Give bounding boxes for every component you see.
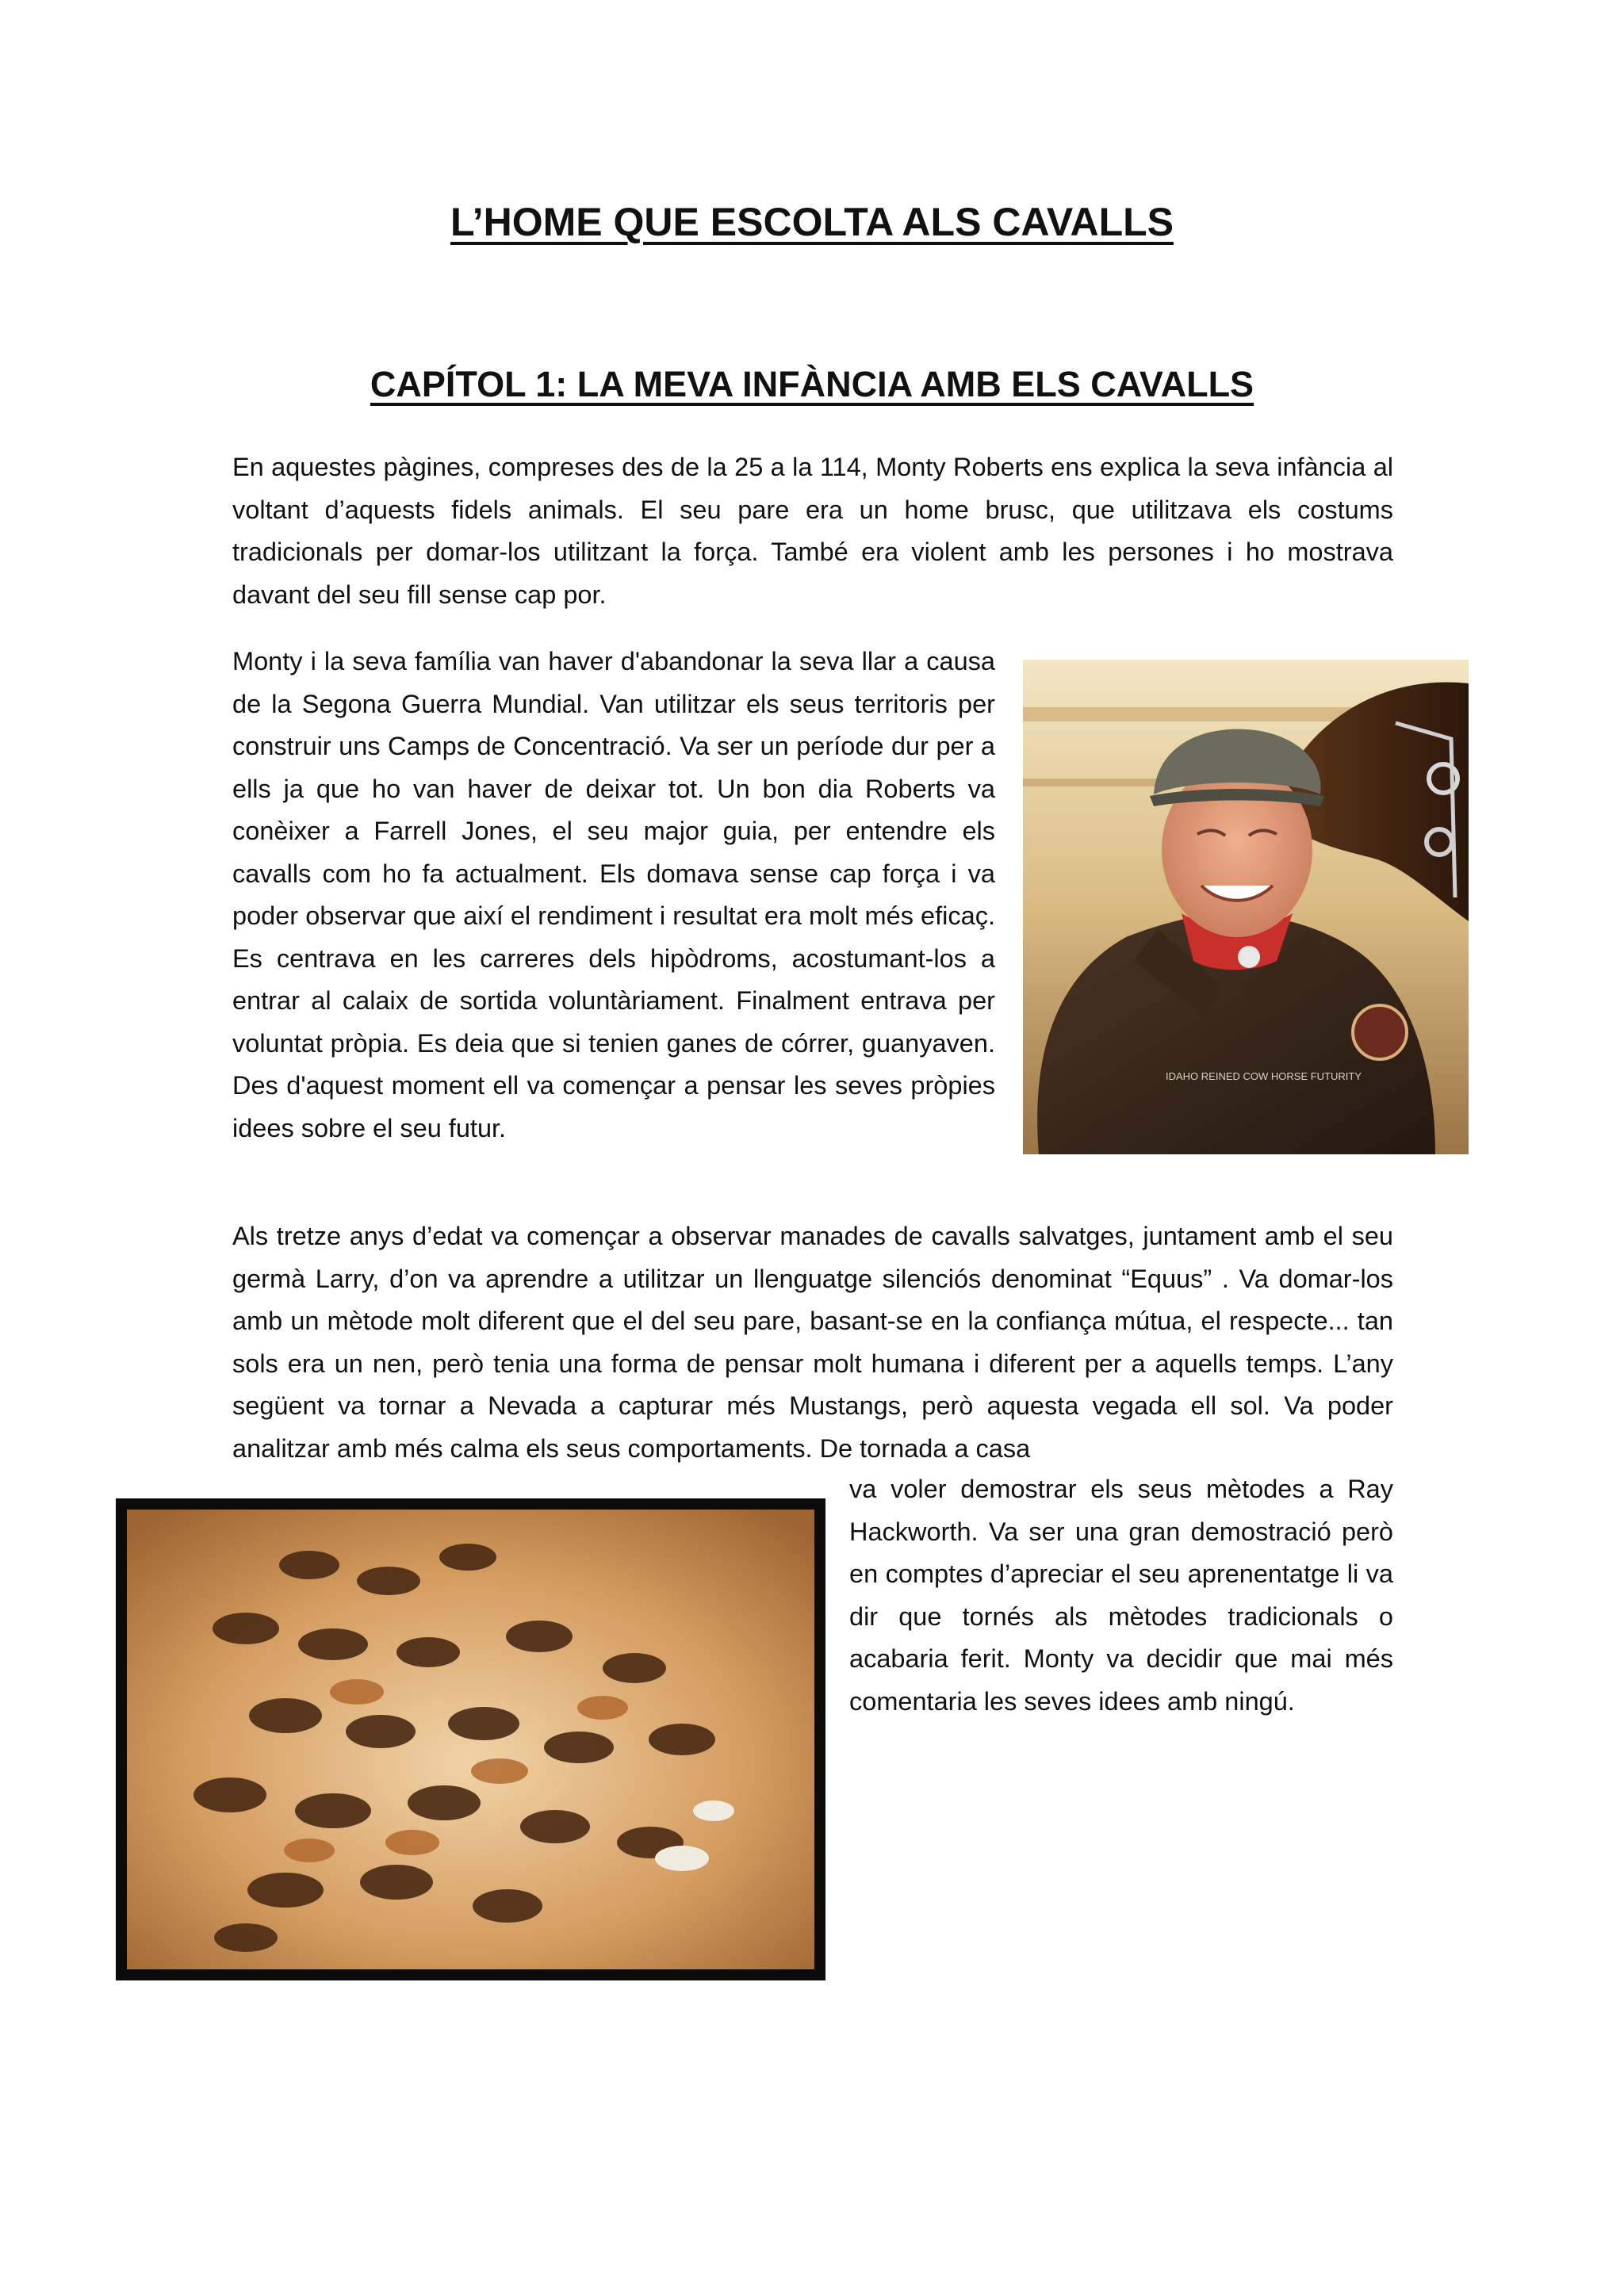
man-with-horse-illustration	[1023, 660, 1469, 1154]
chapter-title: CAPÍTOL 1: LA MEVA INFÀNCIA AMB ELS CAVALLS	[370, 364, 1254, 404]
jacket-embroidery: IDAHO REINED COW HORSE FUTURITY	[1166, 1070, 1362, 1082]
paragraph-2: Monty i la seva família van haver d'abandonar la seva llar a causa de la Segona Guerra Mundial. Van utilitzar els seus territoris per construir uns Camps de Concentració. Va ser un període dur per a ells ja que ho van haver de deixar tot. Un bon dia Roberts va conèixer a Farrell Jones, el seu major guia, per entendre els cavalls com ho fa actualment. Els domava sense cap força i va poder observar que així el rendiment i resultat era molt més eficaç. Es centrava en les carreres dels hipòdroms, acostumant-los a entrar al calaix de sortida voluntàriament. Finalment entrava per voluntat pròpia. Es deia que si tenien ganes de córrer, guanyaven. Des d'aquest moment ell va començar a pensar les seves pròpies idees sobre el seu futur.	[232, 647, 995, 1142]
paragraph-1: En aquestes pàgines, compreses des de la 25 a la 114, Monty Roberts ens explica la seva infància al voltant d’aquests fidels animals. El seu pare era un home brusc, que utilitzava els costums tradicionals per domar-los utilitzant la força. També era violent amb les persones i ho mostrava davant del seu fill sense cap por.	[232, 453, 1393, 609]
paragraph-4: va voler demostrar els seus mètodes a Ray Hackworth. Va ser una gran demostració però en comptes d’apreciar el seu aprenentatge li va dir que tornés als mètodes tradicionals o acabaria ferit. Monty va decidir que mai més comentaria les seves idees amb ningú.	[849, 1475, 1393, 1716]
document-title: L’HOME QUE ESCOLTA ALS CAVALLS	[450, 200, 1174, 244]
herd-image-area	[127, 1510, 814, 1969]
photo-man-with-horse	[1023, 660, 1469, 1154]
photo-wild-horses-herd	[116, 1498, 825, 1980]
paragraph-3: Als tretze anys d’edat va començar a observar manades de cavalls salvatges, juntament amb el seu germà Larry, d’on va aprendre a utilitzar un llenguatge silenciós denominat “Equus” . Va domar-los amb un mètode molt diferent que el del seu pare, basant-se en la confiança mútua, el respecte... tan sols era un nen, però tenia una forma de pensar molt humana i diferent per a aquells temps. L’any següent va tornar a Nevada a capturar més Mustangs, però aquesta vegada ell sol. Va poder analitzar amb més calma els seus comportaments. De tornada a casa	[232, 1222, 1393, 1463]
running-horses-illustration	[127, 1510, 814, 1969]
